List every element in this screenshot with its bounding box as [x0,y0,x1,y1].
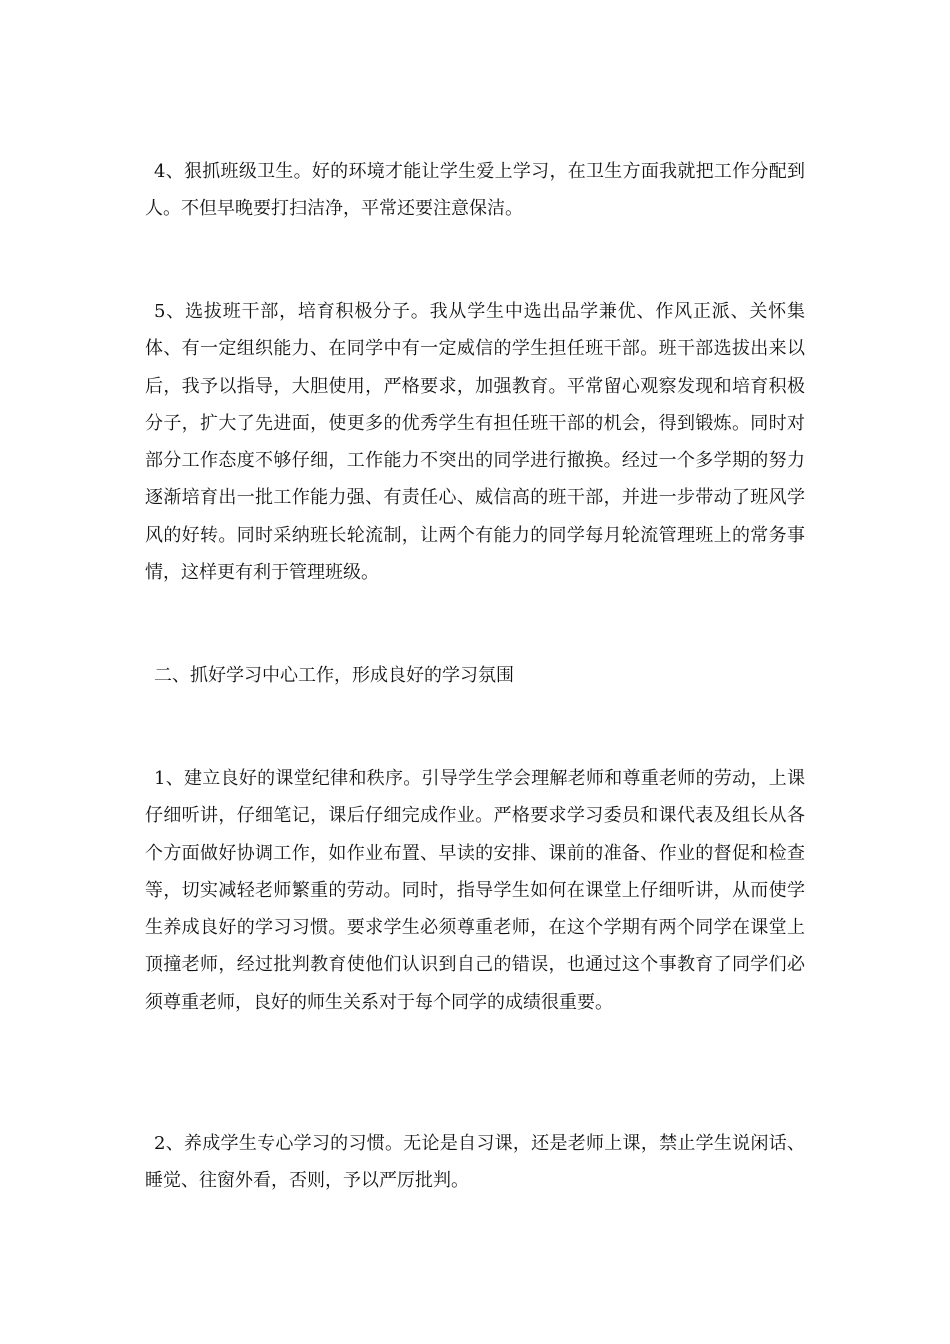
paragraph-class-cadres: 5、选拔班干部，培育积极分子。我从学生中选出品学兼优、作风正派、关怀集体、有一定组织能力、在同学中有一定威信的学生担任班干部。班干部选拔出来以后，我予以指导，大胆使用，严格要求，加强教育。平常留心观察发现和培育积极分子，扩大了先进面，使更多的优秀学生有担任班干部的机会，得到锻炼。同时对部分工作态度不够仔细，工作能力不突出的同学进行撤换。经过一个多学期的努力逐渐培育出一批工作能力强、有责任心、威信高的班干部，并进一步带动了班风学风的好转。同时采纳班长轮流制，让两个有能力的同学每月轮流管理班上的常务事情，这样更有利于管理班级。 [145,301,805,584]
paragraph-study-habits: 2、养成学生专心学习的习惯。无论是自习课，还是老师上课，禁止学生说闲话、睡觉、往窗外看，否则，予以严厉批判。 [145,1133,805,1192]
section-heading-study: 二、抓好学习中心工作，形成良好的学习氛围 [154,665,514,686]
paragraph-classroom-discipline: 1、建立良好的课堂纪律和秩序。引导学生学会理解老师和尊重老师的劳动，上课仔细听讲，仔细笔记，课后仔细完成作业。严格要求学习委员和课代表及组长从各个方面做好协调工作，如作业布置、早读的安排、课前的准备、作业的督促和检查等，切实减轻老师繁重的劳动。同时，指导学生如何在课堂上仔细听讲，从而使学生养成良好的学习习惯。要求学生必须尊重老师，在这个学期有两个同学在课堂上顶撞老师，经过批判教育使他们认识到自己的错误，也通过这个事教育了同学们必须尊重老师，良好的师生关系对于每个同学的成绩很重要。 [145,768,805,1013]
paragraph-hygiene: 4、狠抓班级卫生。好的环境才能让学生爱上学习，在卫生方面我就把工作分配到人。不但早晚要打扫洁净，平常还要注意保洁。 [145,161,805,220]
